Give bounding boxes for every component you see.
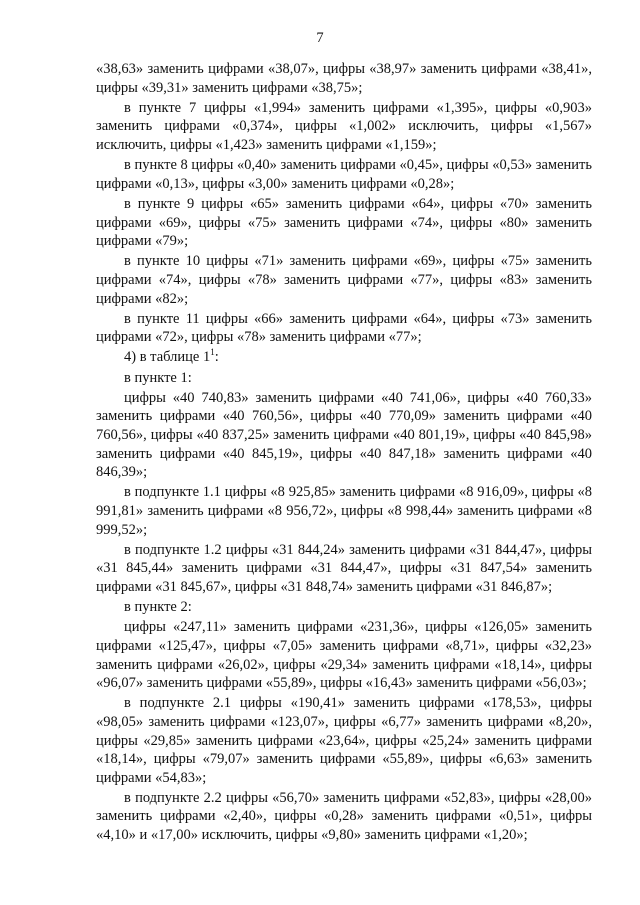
paragraph: цифры «40 740,83» заменить цифрами «40 741,06», цифры «40 760,33» заменить цифрами «40 760,56», цифры «40 770,09» заменить цифрами «40 760,56», цифры «40 837,25» заменить цифрами «40 801,19», цифры «40 845,98» заменить цифрами «40 845,19», цифры «40 847,18» заменить цифрами «40 846,39»; — [96, 389, 592, 481]
paragraph: в пункте 11 цифры «66» заменить цифрами «64», цифры «73» заменить цифрами «72», цифры «78» заменить цифрами «77»; — [96, 310, 592, 346]
paragraph: в пункте 2: — [124, 599, 192, 616]
paragraph: в пункте 9 цифры «65» заменить цифрами «64», цифры «70» заменить цифрами «69», цифры «75» заменить цифрами «74», цифры «80» заменить цифрами «79»; — [96, 195, 592, 250]
paragraph-table-reference — [96, 348, 592, 367]
paragraph: в пункте 8 цифры «0,40» заменить цифрами «0,45», цифры «0,53» заменить цифрами «0,13», цифры «3,00» заменить цифрами «0,28»; — [96, 157, 592, 192]
paragraph: в пункте 1: — [124, 369, 192, 386]
paragraph: в подпункте 2.1 цифры «190,41» заменить цифрами «178,53», цифры «98,05» заменить цифрами «123,07», цифры «6,77» заменить цифрами «8,20», цифры «29,85» заменить цифрами «23,64», цифры «25,24» заменить цифрами «18,14», цифры «79,07» заменить цифрами «55,89», цифры «6,63» заменить цифрами «54,83»; — [96, 695, 592, 786]
paragraph: цифры «247,11» заменить цифрами «231,36», цифры «126,05» заменить цифрами «125,47», цифры «7,05» заменить цифрами «8,71», цифры «32,23» заменить цифрами «26,02», цифры «29,34» заменить цифрами «18,14», цифры «96,07» заменить цифрами «55,89», цифры «16,43» заменить цифрами «56,03»; — [96, 619, 592, 692]
page-number: 7 — [316, 30, 324, 46]
paragraph: в подпункте 1.2 цифры «31 844,24» заменить цифрами «31 844,47», цифры «31 845,44» заменить цифрами «31 844,47», цифры «31 847,54» заменить цифрами «31 845,67», цифры «31 848,74» заменить цифрами «31 846,87»; — [96, 541, 592, 595]
paragraph: в пункте 7 цифры «1,994» заменить цифрами «1,395», цифры «0,903» заменить цифрами «0,374», цифры «1,002» исключить, цифры «1,567» исключить, цифры «1,423» заменить цифрами «1,159»; — [96, 99, 592, 153]
paragraph-suffix: : — [214, 349, 219, 366]
paragraph: в подпункте 1.1 цифры «8 925,85» заменить цифрами «8 916,09», цифры «8 991,81» заменить цифрами «8 956,72», цифры «8 998,44» заменить цифрами «8 999,52»; — [96, 484, 592, 538]
paragraph-text: 4) в таблице 1 — [124, 349, 211, 366]
paragraph: в пункте 10 цифры «71» заменить цифрами «69», цифры «75» заменить цифрами «74», цифры «78» заменить цифрами «77», цифры «83» заменить цифрами «82»; — [96, 253, 592, 307]
paragraph: в подпункте 2.2 цифры «56,70» заменить цифрами «52,83», цифры «28,00» заменить цифрами «2,40», цифры «0,28» заменить цифрами «0,51», цифры «4,10» и «17,00» исключить, цифры «9,80» заменить цифрами «1,20»; — [96, 789, 592, 844]
paragraph: «38,63» заменить цифрами «38,07», цифры «38,97» заменить цифрами «38,41», цифры «39,31» заменить цифрами «38,75»; — [96, 61, 592, 96]
superscript: 1 — [210, 347, 215, 358]
document-body — [96, 60, 592, 846]
